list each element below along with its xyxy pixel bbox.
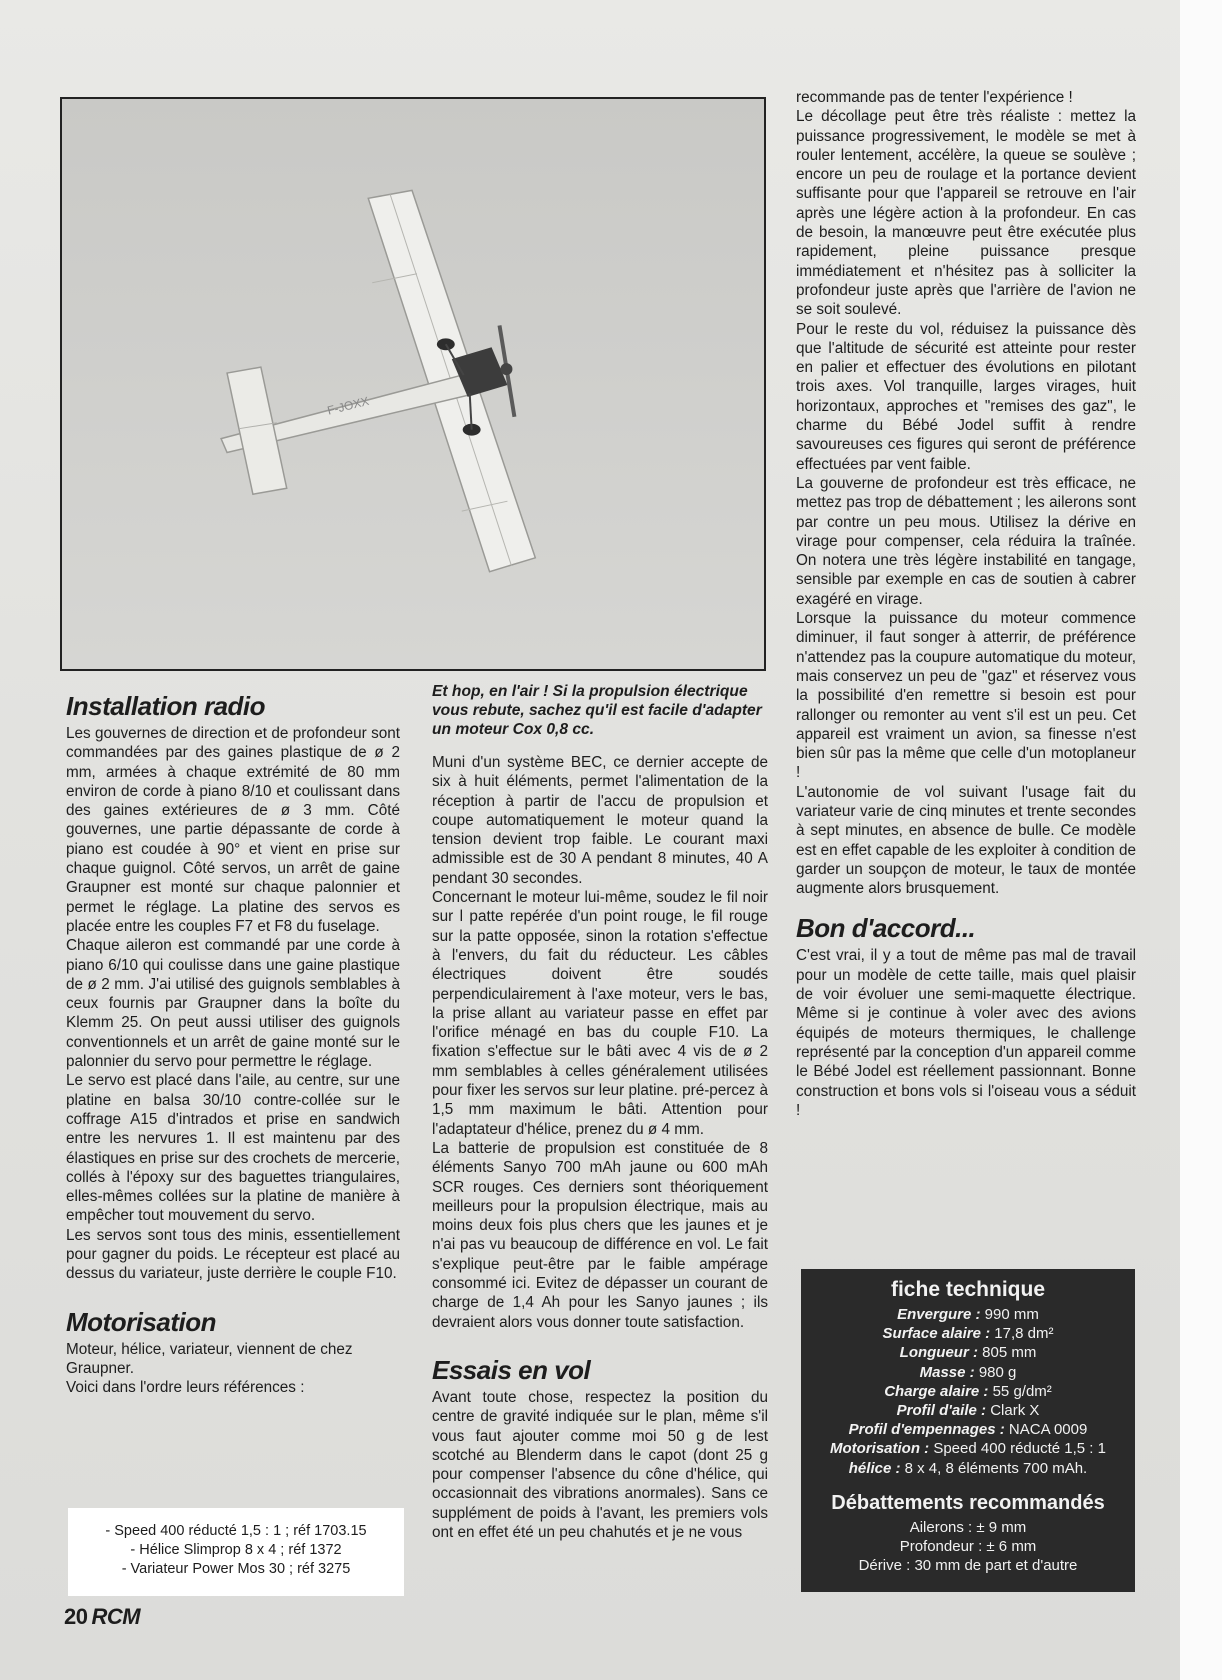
spec-label: Profil d'empennages :: [848, 1421, 1005, 1439]
spec-row: [801, 1459, 1135, 1478]
middle-column: [432, 682, 768, 1542]
spec-row: [801, 1305, 1135, 1324]
radio-paragraph: Les servos sont tous des minis, essentiellement pour gagner du poids. Le récepteur est placé au dessus du variateur, juste derrière le couple F10.: [66, 1226, 400, 1283]
radio-paragraph: Le servo est placé dans l'aile, au centre, sur une platine en balsa 30/10 contre-collée sur le coffrage A15 d'intrados et prise en sandwich entre les nervures 1. Il est maintenu par des élastiques en prise sur des crochets de mercerie, collés à l'époxy sur des baguettes triangulaires, elles-mêmes collées sur la platine de manière à empêcher tout mouvement du servo.: [66, 1072, 400, 1225]
left-column: [66, 690, 400, 1398]
body-paragraph: Muni d'un système BEC, ce dernier accepte de six à huit éléments, permet l'alimentation de la réception à partir de l'accu de propulsion et coupe automatiquement le moteur quand la tension devient trop faible. Le courant maxi admissible est de 30 A pendant 8 minutes, 40 A pendant 30 secondes.: [432, 754, 768, 887]
right-column: [796, 88, 1136, 1120]
spec-label: Longueur :: [899, 1344, 978, 1362]
body-paragraph: L'autonomie de vol suivant l'usage fait du variateur varie de cinq minutes et trente secondes à sept minutes, en absence de bulle. Ce modèle est en effet capable de les exploiter à condition de garder un soupçon de moteur, le taux de montée augmente alors brusquement.: [796, 783, 1136, 898]
spec-value: Clark X: [986, 1402, 1040, 1420]
heading-essais-en-vol: Essais en vol: [432, 1354, 591, 1385]
body-paragraph: Pour le reste du vol, réduisez la puissance dès que l'altitude de sécurité est atteinte pour rester en palier et effectuer des évolutions en pilotant trois axes. Vol tranquille, larges virages, huit horizontaux, approches et "remises des gaz", le charme du Bébé Jodel suffit à rendre savoureuses ces figures qui seront de préférence effectuées par vent faible.: [796, 320, 1136, 473]
spec-label: Motorisation :: [830, 1440, 930, 1458]
body-paragraph: Concernant le moteur lui-même, soudez le fil noir sur l patte repérée d'un point rouge, le fil rouge sur la patte opposée, sinon la rotation s'effectue à l'envers, du fait du réducteur. Les câbles électriques doivent être soudés perpendiculairement à l'axe moteur, vers le bas, la prise allant au variateur passe en effet par l'orifice ménagé en bas du couple F10. La fixation s'effectue sur le bâti avec 4 vis de ø 2 mm semblables à celles généralement utilisées pour fixer les servos sur leur platine. pré-percez à 1,5 mm maximum le bâti. Attention pour l'adaptateur d'hélice, prenez du ø 4 mm.: [432, 889, 768, 1138]
spec-row: [801, 1324, 1135, 1343]
heading-installation-radio: Installation radio: [66, 691, 266, 721]
airplane-illustration: [62, 99, 764, 669]
page-footer: [64, 1604, 140, 1630]
spec-value: NACA 0009: [1004, 1421, 1088, 1439]
page-number: 20: [64, 1604, 88, 1629]
reference-item: - Hélice Slimprop 8 x 4 ; réf 1372: [130, 1542, 342, 1558]
registration-mark: F-JOXX: [325, 393, 371, 418]
body-paragraph: Le décollage peut être très réaliste : mettez la puissance progressivement, le modèle se met à rouler lentement, accélère, la queue se soulève ; encore un peu de roulage et la portance devient suffisante pour que l'appareil se retrouve en l'air après une légère action à la profondeur. En cas de besoin, la manœuvre peut être exécutée plus rapidement, pleine puissance presque immédiatement et n'hésitez pas à solliciter la profondeur juste après que l'arrière de l'avion ne se soit soulevé.: [796, 108, 1136, 319]
spec-row: [801, 1382, 1135, 1401]
essais-paragraph: Avant toute chose, respectez la position du centre de gravité indiquée sur le plan, même s'il vous faut ajouter comme moi 50 g de lest scotché au Blenderm dans le capot (dont 25 g pour compenser l'absence du cône d'hélice, qui occasionnait des vibrations anormales). Sans ce supplément de poids à l'avant, les premiers vols ont en effet été un peu chahutés et je ne vous: [432, 1388, 768, 1541]
spec-value: 980 g: [974, 1363, 1017, 1381]
body-paragraph: La gouverne de profondeur est très efficace, ne mettez pas trop de débattement ; les ailerons sont par contre un peu mous. Utilisez la dérive en virage pour compenser, cela réduira la traînée. On notera une très légère instabilité en tangage, sensible par exemple en cas de soutien à cabrer exagéré en virage.: [796, 474, 1136, 608]
spec-label: Charge alaire :: [884, 1382, 989, 1400]
accord-paragraph: C'est vrai, il y a tout de même pas mal de travail pour un modèle de cette taille, mais quel plaisir de voir évoluer une semi-maquette électrique. Même si je continue à voler avec des avions équipés de moteurs thermiques, le challenge représenté par la conception d'un appareil comme le Bébé Jodel est réellement passionnant. Bonne construction et bons vols si l'oiseau vous a séduit !: [796, 947, 1136, 1119]
debattement-row: Ailerons : ± 9 mm: [909, 1518, 1027, 1536]
spec-value: 805 mm: [977, 1344, 1037, 1362]
reference-item: - Variateur Power Mos 30 ; réf 3275: [121, 1561, 351, 1577]
spec-value: 990 mm: [980, 1306, 1039, 1323]
motor-paragraph: Moteur, hélice, variateur, viennent de chez Graupner.: [66, 1340, 353, 1377]
spec-row: [801, 1363, 1135, 1382]
body-paragraph: La batterie de propulsion est constituée de 8 éléments Sanyo 700 mAh jaune ou 600 mAh SCR rouges. Ces derniers sont théoriquement meilleurs pour la propulsion électrique, mais au moins deux fois plus chers que les jaunes et je n'ai pas vu beaucoup de différence en vol. Le fait s'explique peut-être par le faible ampérage consommé ici. Evitez de dépasser un courant de charge de 1,4 Ah pour les Sanyo jaunes ; ils devraient alors vous donner toute satisfaction.: [432, 1139, 768, 1331]
references-box: [68, 1508, 404, 1596]
motor-paragraph: Voici dans l'ordre leurs références :: [66, 1379, 305, 1397]
debattements-title: Débattements recommandés: [831, 1491, 1105, 1514]
heading-bon-accord: Bon d'accord...: [796, 913, 976, 944]
spec-label: Envergure :: [897, 1306, 981, 1323]
spec-label: hélice :: [848, 1459, 901, 1477]
heading-motorisation: Motorisation: [66, 1306, 216, 1337]
radio-paragraph: Les gouvernes de direction et de profondeur sont commandées par des gaines plastique de ø 2 mm, armées à chaque extrémité de 80 mm environ de corde à piano 8/10 et coulissant dans des gaines extérieures de ø 3 mm. Côté gouvernes, une partie dépassante de corde à piano est coudée à 90° et vient en prise sur chaque guignol. Côté servos, un arrêt de gaine Graupner est monté sur chaque palonnier et permet le réglage. La platine des servos es placée entre les couples F7 et F8 du fuselage.: [66, 725, 400, 935]
body-paragraph: recommande pas de tenter l'expérience !: [796, 89, 1073, 106]
spec-row: [801, 1343, 1135, 1362]
airplane-photo: [60, 97, 766, 671]
spec-row: [801, 1420, 1135, 1439]
debattement-row: Profondeur : ± 6 mm: [899, 1538, 1037, 1556]
magazine-logo: RCM: [91, 1604, 141, 1629]
spec-label: Profil d'aile :: [896, 1402, 987, 1420]
spec-row: [801, 1401, 1135, 1420]
fiche-technique-box: [801, 1269, 1135, 1592]
photo-caption: Et hop, en l'air ! Si la propulsion électrique vous rebute, sachez qu'il est facile d'adapter un moteur Cox 0,8 cc.: [432, 683, 762, 738]
radio-paragraph: Chaque aileron est commandé par une corde à piano 6/10 qui coulisse dans une gaine plastique de ø 2 mm. J'ai utilisé des guignols semblables à ceux fournis par Graupner dans la boîte du Klemm 25. On peut aussi utiliser des guignols conventionnels et un arrêt de gaine monté sur le palonnier du servo pour permettre le réglage.: [66, 937, 400, 1071]
page-margin: [1180, 0, 1222, 1680]
spec-value: 8 x 4, 8 éléments 700 mAh.: [900, 1459, 1088, 1477]
reference-item: - Speed 400 réducté 1,5 : 1 ; réf 1703.15: [105, 1523, 367, 1539]
spec-value: 55 g/dm²: [988, 1382, 1052, 1400]
spec-value: 17,8 dm²: [990, 1325, 1054, 1343]
spec-row: [801, 1439, 1135, 1458]
spec-label: Masse :: [919, 1363, 975, 1381]
debattement-row: Dérive : 30 mm de part et d'autre: [858, 1557, 1078, 1575]
spec-label: Surface alaire :: [882, 1325, 991, 1343]
body-paragraph: Lorsque la puissance du moteur commence diminuer, il faut songer à atterrir, de préférence n'attendez pas la coupure automatique du moteur, mais conservez un peu de "gaz" et réservez vous la possibilité d'en remettre si besoin est pour rallonger ou remonter au vent s'il est un peu. Cet appareil est vraiment un avion, sa finesse n'est bien sûr pas la même que celle d'un motoplaneur !: [796, 610, 1136, 782]
spec-value: Speed 400 réducté 1,5 : 1: [929, 1440, 1106, 1458]
fiche-title: fiche technique: [890, 1278, 1046, 1301]
